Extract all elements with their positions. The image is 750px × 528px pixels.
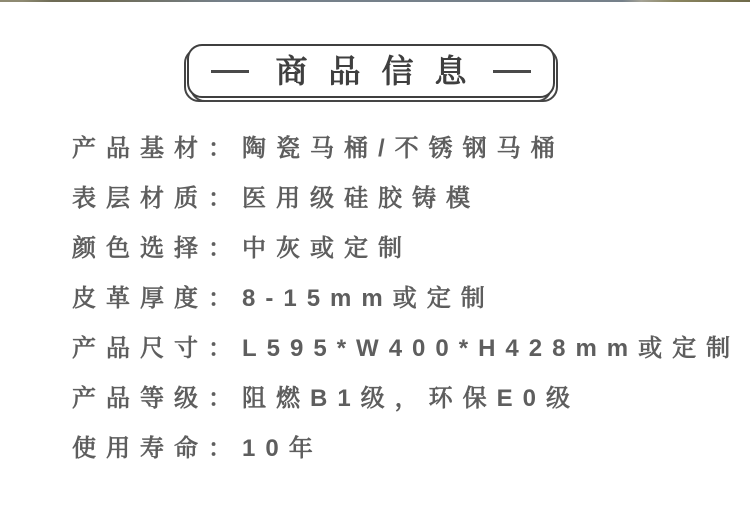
spec-row-product-size bbox=[72, 324, 741, 374]
spec-colon: ： bbox=[208, 235, 242, 262]
spec-label: 皮革厚度 bbox=[72, 285, 208, 312]
spec-value: 8-15mm或定制 bbox=[242, 285, 495, 312]
section-title: 商品信息 bbox=[275, 53, 488, 89]
spec-value: L595*W400*H428mm或定制 bbox=[242, 335, 741, 362]
spec-list bbox=[72, 124, 741, 474]
spec-colon: ： bbox=[208, 335, 242, 362]
spec-row-product-grade bbox=[72, 374, 732, 424]
spec-value: 医用级硅胶铸模 bbox=[242, 185, 480, 212]
spec-value: 阻燃B1级，环保E0级 bbox=[242, 385, 581, 412]
spec-label: 产品基材 bbox=[72, 135, 208, 162]
spec-row-color-option bbox=[72, 224, 732, 274]
spec-label: 产品等级 bbox=[72, 385, 208, 412]
spec-value: 中灰或定制 bbox=[242, 235, 412, 262]
spec-label: 使用寿命 bbox=[72, 435, 208, 462]
spec-label: 表层材质 bbox=[72, 185, 208, 212]
spec-row-base-material bbox=[72, 124, 732, 174]
spec-row-service-life bbox=[72, 424, 732, 474]
spec-row-surface-material bbox=[72, 174, 732, 224]
spec-value: 10年 bbox=[242, 435, 323, 462]
spec-label: 产品尺寸 bbox=[72, 335, 208, 362]
spec-colon: ： bbox=[208, 285, 242, 312]
spec-value: 陶瓷马桶/不锈钢马桶 bbox=[242, 135, 565, 162]
spec-colon: ： bbox=[208, 135, 242, 162]
spec-colon: ： bbox=[208, 185, 242, 212]
title-dash-left bbox=[211, 70, 249, 73]
title-dash-right bbox=[493, 70, 531, 73]
section-title-box bbox=[187, 44, 555, 98]
title-box-border bbox=[187, 44, 555, 98]
spec-label: 颜色选择 bbox=[72, 235, 208, 262]
spec-colon: ： bbox=[208, 385, 242, 412]
spec-row-leather-thickness bbox=[72, 274, 732, 324]
spec-colon: ： bbox=[208, 435, 242, 462]
top-photo-edge-strip bbox=[0, 0, 750, 2]
